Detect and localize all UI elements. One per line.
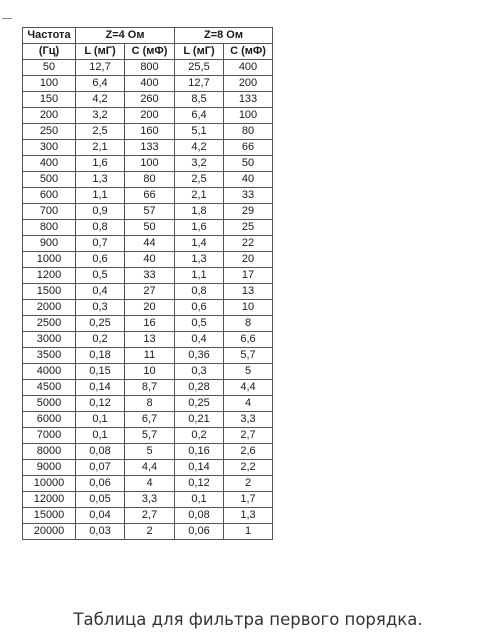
frequency-cell: 150: [23, 92, 76, 108]
l-4ohm-cell: 0,15: [76, 364, 125, 380]
frequency-cell: 600: [23, 188, 76, 204]
filter-table: [22, 27, 273, 540]
frequency-cell: 1200: [23, 268, 76, 284]
frequency-cell: 700: [23, 204, 76, 220]
frequency-cell: 15000: [23, 508, 76, 524]
l-header-8ohm: L (мГ): [175, 44, 224, 60]
freq-header-unit: (Гц): [23, 44, 76, 60]
frequency-cell: 50: [23, 60, 76, 76]
c-8ohm-cell: 2,2: [224, 460, 273, 476]
table-row: [23, 268, 273, 284]
l-4ohm-cell: 2,1: [76, 140, 125, 156]
l-8ohm-cell: 8,5: [175, 92, 224, 108]
c-4ohm-cell: 200: [125, 108, 175, 124]
c-8ohm-cell: 50: [224, 156, 273, 172]
c-8ohm-cell: 100: [224, 108, 273, 124]
table-row: [23, 524, 273, 540]
l-4ohm-cell: 0,5: [76, 268, 125, 284]
c-8ohm-cell: 200: [224, 76, 273, 92]
c-8ohm-cell: 1,3: [224, 508, 273, 524]
c-8ohm-cell: 22: [224, 236, 273, 252]
l-4ohm-cell: 1,1: [76, 188, 125, 204]
c-8ohm-cell: 29: [224, 204, 273, 220]
l-8ohm-cell: 0,2: [175, 428, 224, 444]
table-row: [23, 332, 273, 348]
c-8ohm-cell: 17: [224, 268, 273, 284]
l-4ohm-cell: 6,4: [76, 76, 125, 92]
l-4ohm-cell: 1,3: [76, 172, 125, 188]
l-4ohm-cell: 0,3: [76, 300, 125, 316]
table-header-row: [23, 28, 273, 44]
frequency-cell: 1000: [23, 252, 76, 268]
l-8ohm-cell: 0,5: [175, 316, 224, 332]
frequency-cell: 4500: [23, 380, 76, 396]
c-8ohm-cell: 5: [224, 364, 273, 380]
table-row: [23, 412, 273, 428]
table-row: [23, 476, 273, 492]
table-row: [23, 76, 273, 92]
l-8ohm-cell: 6,4: [175, 108, 224, 124]
l-4ohm-cell: 0,14: [76, 380, 125, 396]
c-4ohm-cell: 6,7: [125, 412, 175, 428]
l-8ohm-cell: 25,5: [175, 60, 224, 76]
l-4ohm-cell: 12,7: [76, 60, 125, 76]
l-8ohm-cell: 2,5: [175, 172, 224, 188]
l-8ohm-cell: 0,12: [175, 476, 224, 492]
frequency-cell: 2000: [23, 300, 76, 316]
table-row: [23, 492, 273, 508]
c-4ohm-cell: 133: [125, 140, 175, 156]
c-8ohm-cell: 1,7: [224, 492, 273, 508]
frequency-cell: 100: [23, 76, 76, 92]
table-caption: Таблица для фильтра первого порядка.: [73, 610, 423, 629]
c-8ohm-cell: 3,3: [224, 412, 273, 428]
table-row: [23, 380, 273, 396]
c-8ohm-cell: 1: [224, 524, 273, 540]
l-8ohm-cell: 0,14: [175, 460, 224, 476]
table-body: [23, 60, 273, 540]
c-4ohm-cell: 50: [125, 220, 175, 236]
c-8ohm-cell: 66: [224, 140, 273, 156]
l-8ohm-cell: 0,4: [175, 332, 224, 348]
c-4ohm-cell: 20: [125, 300, 175, 316]
c-8ohm-cell: 4: [224, 396, 273, 412]
frequency-cell: 3000: [23, 332, 76, 348]
c-8ohm-cell: 400: [224, 60, 273, 76]
table-subheader-row: [23, 44, 273, 60]
c-8ohm-cell: 25: [224, 220, 273, 236]
l-4ohm-cell: 0,25: [76, 316, 125, 332]
frequency-cell: 900: [23, 236, 76, 252]
table-row: [23, 108, 273, 124]
l-8ohm-cell: 0,36: [175, 348, 224, 364]
c-4ohm-cell: 260: [125, 92, 175, 108]
c-8ohm-cell: 13: [224, 284, 273, 300]
l-8ohm-cell: 0,21: [175, 412, 224, 428]
table-row: [23, 204, 273, 220]
c-header-4ohm: C (мФ): [125, 44, 175, 60]
l-8ohm-cell: 0,25: [175, 396, 224, 412]
c-8ohm-cell: 80: [224, 124, 273, 140]
l-8ohm-cell: 12,7: [175, 76, 224, 92]
l-4ohm-cell: 1,6: [76, 156, 125, 172]
l-4ohm-cell: 0,05: [76, 492, 125, 508]
l-8ohm-cell: 4,2: [175, 140, 224, 156]
l-4ohm-cell: 0,08: [76, 444, 125, 460]
c-4ohm-cell: 100: [125, 156, 175, 172]
l-4ohm-cell: 0,12: [76, 396, 125, 412]
frequency-cell: 500: [23, 172, 76, 188]
l-8ohm-cell: 0,06: [175, 524, 224, 540]
table-row: [23, 460, 273, 476]
table-row: [23, 60, 273, 76]
c-4ohm-cell: 27: [125, 284, 175, 300]
frequency-cell: 300: [23, 140, 76, 156]
table-row: [23, 124, 273, 140]
table-row: [23, 220, 273, 236]
l-4ohm-cell: 0,18: [76, 348, 125, 364]
l-4ohm-cell: 2,5: [76, 124, 125, 140]
table-row: [23, 140, 273, 156]
frequency-cell: 8000: [23, 444, 76, 460]
table-row: [23, 172, 273, 188]
frequency-cell: 800: [23, 220, 76, 236]
c-8ohm-cell: 2,7: [224, 428, 273, 444]
l-8ohm-cell: 0,6: [175, 300, 224, 316]
table-row: [23, 252, 273, 268]
c-4ohm-cell: 33: [125, 268, 175, 284]
c-4ohm-cell: 16: [125, 316, 175, 332]
c-4ohm-cell: 13: [125, 332, 175, 348]
l-4ohm-cell: 0,07: [76, 460, 125, 476]
c-8ohm-cell: 5,7: [224, 348, 273, 364]
l-header-4ohm: L (мГ): [76, 44, 125, 60]
table-row: [23, 396, 273, 412]
c-4ohm-cell: 66: [125, 188, 175, 204]
table-row: [23, 300, 273, 316]
l-8ohm-cell: 1,8: [175, 204, 224, 220]
corner-mark: [2, 18, 12, 19]
c-4ohm-cell: 80: [125, 172, 175, 188]
c-8ohm-cell: 33: [224, 188, 273, 204]
freq-header-top: Частота: [23, 28, 76, 44]
c-4ohm-cell: 3,3: [125, 492, 175, 508]
c-8ohm-cell: 2,6: [224, 444, 273, 460]
l-8ohm-cell: 0,3: [175, 364, 224, 380]
l-8ohm-cell: 0,1: [175, 492, 224, 508]
l-4ohm-cell: 0,2: [76, 332, 125, 348]
c-8ohm-cell: 6,6: [224, 332, 273, 348]
frequency-cell: 5000: [23, 396, 76, 412]
frequency-cell: 7000: [23, 428, 76, 444]
l-8ohm-cell: 1,1: [175, 268, 224, 284]
c-8ohm-cell: 8: [224, 316, 273, 332]
c-8ohm-cell: 4,4: [224, 380, 273, 396]
l-8ohm-cell: 1,3: [175, 252, 224, 268]
table-row: [23, 316, 273, 332]
c-4ohm-cell: 40: [125, 252, 175, 268]
table-row: [23, 348, 273, 364]
l-8ohm-cell: 5,1: [175, 124, 224, 140]
c-4ohm-cell: 11: [125, 348, 175, 364]
frequency-cell: 1500: [23, 284, 76, 300]
c-4ohm-cell: 5,7: [125, 428, 175, 444]
table-row: [23, 508, 273, 524]
l-4ohm-cell: 0,6: [76, 252, 125, 268]
table-row: [23, 188, 273, 204]
frequency-cell: 250: [23, 124, 76, 140]
c-4ohm-cell: 2: [125, 524, 175, 540]
frequency-cell: 2500: [23, 316, 76, 332]
table-row: [23, 364, 273, 380]
l-4ohm-cell: 0,8: [76, 220, 125, 236]
l-4ohm-cell: 0,4: [76, 284, 125, 300]
c-4ohm-cell: 2,7: [125, 508, 175, 524]
l-8ohm-cell: 1,6: [175, 220, 224, 236]
l-4ohm-cell: 0,03: [76, 524, 125, 540]
c-header-8ohm: C (мФ): [224, 44, 273, 60]
frequency-cell: 200: [23, 108, 76, 124]
l-8ohm-cell: 0,08: [175, 508, 224, 524]
c-4ohm-cell: 4,4: [125, 460, 175, 476]
frequency-cell: 400: [23, 156, 76, 172]
l-8ohm-cell: 0,16: [175, 444, 224, 460]
l-4ohm-cell: 0,7: [76, 236, 125, 252]
group-header-8ohm: Z=8 Ом: [175, 28, 273, 44]
c-8ohm-cell: 10: [224, 300, 273, 316]
group-header-4ohm: Z=4 Ом: [76, 28, 175, 44]
c-8ohm-cell: 20: [224, 252, 273, 268]
l-4ohm-cell: 3,2: [76, 108, 125, 124]
l-8ohm-cell: 3,2: [175, 156, 224, 172]
l-8ohm-cell: 0,28: [175, 380, 224, 396]
frequency-cell: 12000: [23, 492, 76, 508]
table-row: [23, 156, 273, 172]
c-8ohm-cell: 2: [224, 476, 273, 492]
l-4ohm-cell: 4,2: [76, 92, 125, 108]
frequency-cell: 4000: [23, 364, 76, 380]
c-4ohm-cell: 400: [125, 76, 175, 92]
l-8ohm-cell: 0,8: [175, 284, 224, 300]
frequency-cell: 9000: [23, 460, 76, 476]
l-4ohm-cell: 0,04: [76, 508, 125, 524]
table-row: [23, 428, 273, 444]
frequency-cell: 10000: [23, 476, 76, 492]
c-8ohm-cell: 40: [224, 172, 273, 188]
c-4ohm-cell: 160: [125, 124, 175, 140]
l-4ohm-cell: 0,9: [76, 204, 125, 220]
l-4ohm-cell: 0,1: [76, 412, 125, 428]
c-4ohm-cell: 800: [125, 60, 175, 76]
c-4ohm-cell: 8,7: [125, 380, 175, 396]
c-4ohm-cell: 44: [125, 236, 175, 252]
frequency-cell: 20000: [23, 524, 76, 540]
l-8ohm-cell: 1,4: [175, 236, 224, 252]
c-8ohm-cell: 133: [224, 92, 273, 108]
c-4ohm-cell: 8: [125, 396, 175, 412]
table-row: [23, 284, 273, 300]
frequency-cell: 6000: [23, 412, 76, 428]
table-row: [23, 444, 273, 460]
c-4ohm-cell: 57: [125, 204, 175, 220]
table-row: [23, 92, 273, 108]
l-8ohm-cell: 2,1: [175, 188, 224, 204]
c-4ohm-cell: 10: [125, 364, 175, 380]
c-4ohm-cell: 4: [125, 476, 175, 492]
frequency-cell: 3500: [23, 348, 76, 364]
c-4ohm-cell: 5: [125, 444, 175, 460]
table-row: [23, 236, 273, 252]
l-4ohm-cell: 0,06: [76, 476, 125, 492]
l-4ohm-cell: 0,1: [76, 428, 125, 444]
